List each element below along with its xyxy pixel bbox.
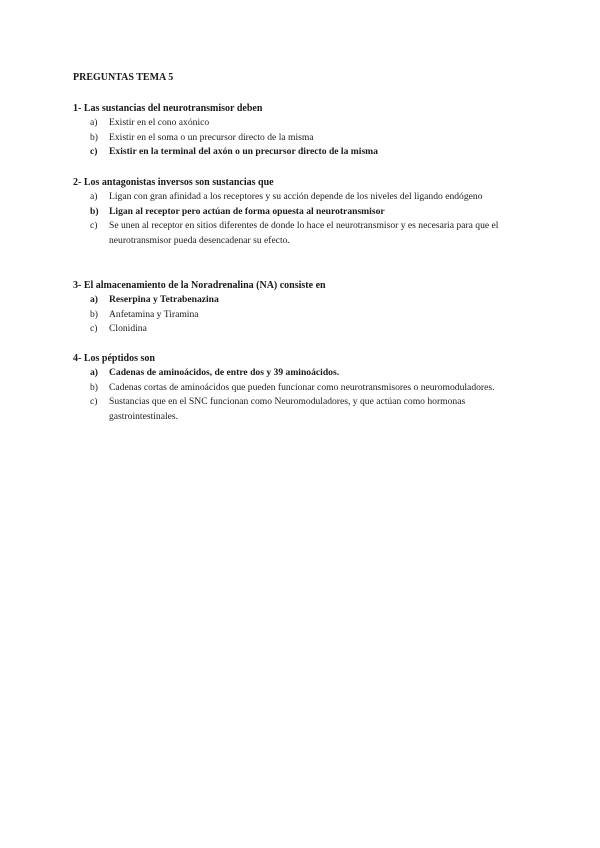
- option-letter: a): [90, 191, 98, 202]
- question-text: 3- El almacenamiento de la Noradrenalina (NA) consiste en: [73, 280, 326, 291]
- option-c: [73, 395, 533, 424]
- option-letter: c): [90, 396, 98, 408]
- option-text: Reserpina y Tetrabenazina: [109, 294, 219, 305]
- options-list: [73, 366, 533, 424]
- option-letter: a): [90, 117, 98, 128]
- option-b: [73, 381, 533, 396]
- options-list: [73, 116, 533, 160]
- option-letter: b): [90, 131, 98, 143]
- option-text: Existir en el soma o un precursor directo de la misma: [109, 131, 314, 143]
- option-text: Sustancias que en el SNC funcionan como Neuromoduladores, y que actúan como hormonas gastrointestinales.: [109, 396, 466, 422]
- option-text: Cadenas de aminoácidos, de entre dos y 39 aminoácidos.: [109, 367, 340, 378]
- option-text: Clonidina: [109, 323, 147, 335]
- option-c: [73, 219, 533, 248]
- option-letter: b): [90, 205, 99, 217]
- option-letter: c): [90, 220, 98, 232]
- option-text: Existir en la terminal del axón o un precursor directo de la misma: [109, 146, 378, 158]
- question-1: [73, 101, 533, 160]
- option-letter: c): [90, 146, 98, 158]
- option-b: [73, 131, 533, 146]
- question-text: 4- Los péptidos son: [73, 353, 155, 364]
- question-4: [73, 351, 533, 424]
- options-list: [73, 190, 533, 248]
- document-title: PREGUNTAS TEMA 5: [73, 72, 174, 83]
- question-2: [73, 175, 533, 248]
- option-text: Existir en el cono axónico: [109, 117, 210, 128]
- option-a-correct: [73, 293, 533, 308]
- question-3: [73, 278, 533, 337]
- question-text: 1- Las sustancias del neurotransmisor deben: [73, 103, 263, 114]
- option-text: Ligan al receptor pero actúan de forma opuesta al neurotransmisor: [109, 205, 385, 217]
- option-c: [73, 322, 533, 337]
- option-text: Anfetamina y Tiramina: [109, 308, 199, 320]
- option-c-correct: [73, 145, 533, 160]
- option-b: [73, 308, 533, 323]
- option-a: [73, 116, 533, 131]
- option-a-correct: [73, 366, 533, 381]
- question-text: 2- Los antagonistas inversos son sustancias que: [73, 177, 274, 188]
- option-letter: a): [90, 367, 98, 378]
- option-letter: b): [90, 308, 98, 320]
- option-a: [73, 190, 533, 205]
- option-letter: c): [90, 323, 98, 335]
- option-b-correct: [73, 205, 533, 220]
- option-text: Cadenas cortas de aminoácidos que pueden funcionar como neurotransmisores o neuromoduladores.: [109, 381, 495, 393]
- option-letter: a): [90, 294, 98, 305]
- options-list: [73, 293, 533, 337]
- option-letter: b): [90, 381, 98, 393]
- option-text: Se unen al receptor en sitios diferentes de donde lo hace el neurotransmisor y es necesaria para que el neurotransmisor pueda desencadenar su efecto.: [109, 220, 499, 246]
- option-text: Ligan con gran afinidad a los receptores y su acción depende de los niveles del ligando endógeno: [109, 191, 483, 202]
